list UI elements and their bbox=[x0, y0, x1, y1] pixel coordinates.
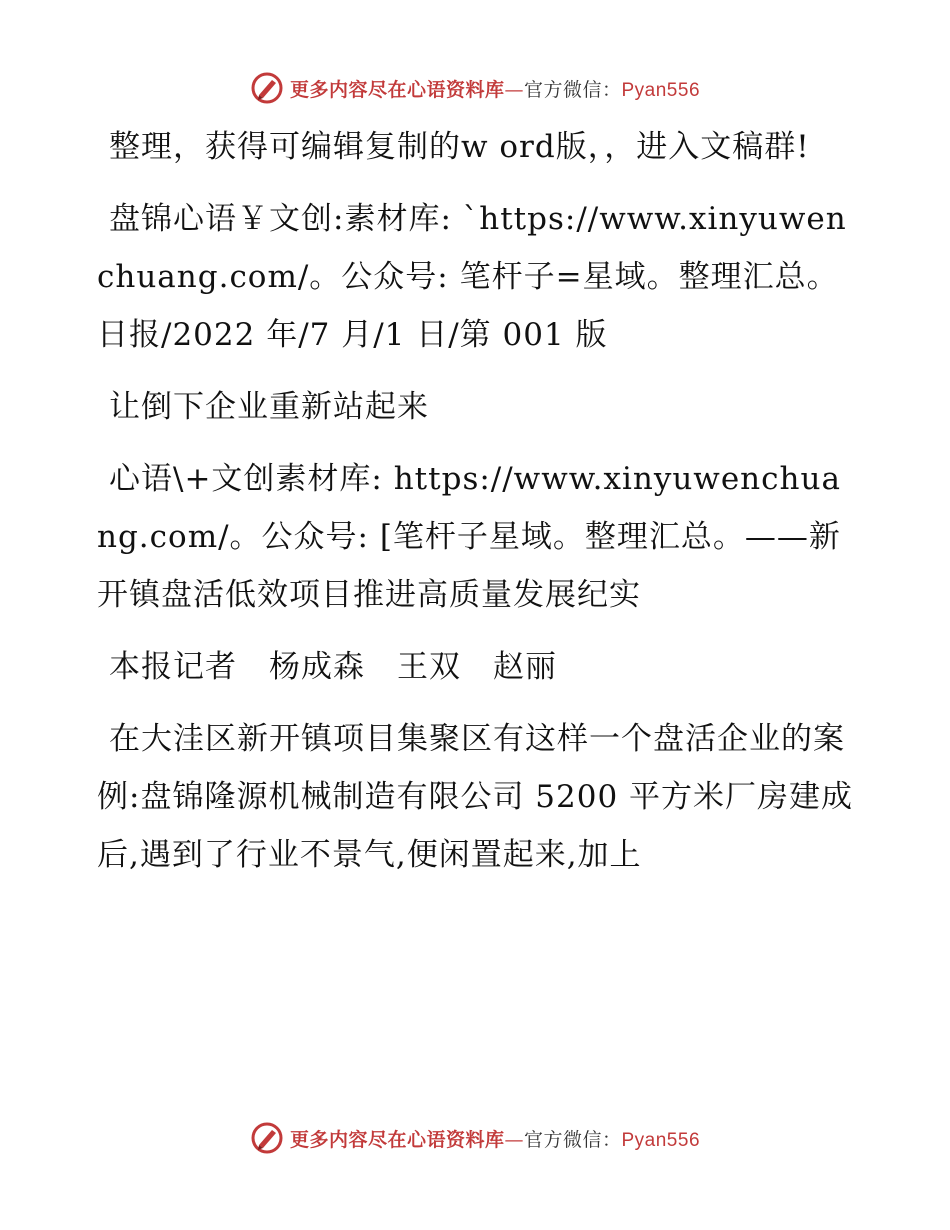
pen-logo-icon bbox=[250, 1121, 284, 1155]
paragraph: 盘锦心语￥文创:素材库: `https://www.xinyuwenchuang.com/。公众号: 笔杆子=星域。整理汇总。日报/2022 年/7 月/1 日/第 001 版 bbox=[97, 201, 847, 353]
banner-text bbox=[290, 1125, 700, 1152]
banner-text bbox=[290, 75, 700, 102]
banner-wechat-label: 官方微信： bbox=[523, 78, 622, 101]
paragraph: 本报记者 杨成森 王双 赵丽 bbox=[109, 649, 557, 685]
banner-wechat-id: Pyan556 bbox=[621, 79, 701, 101]
banner-dash: — bbox=[504, 1128, 524, 1151]
paragraph: 整理，获得可编辑复制的w ord版，，进入文稿群! bbox=[109, 129, 810, 165]
banner-dash: — bbox=[504, 78, 524, 101]
banner-main-text: 更多内容尽在心语资料库 bbox=[289, 1128, 505, 1151]
banner-wechat-id: Pyan556 bbox=[621, 1129, 701, 1151]
banner-main-text: 更多内容尽在心语资料库 bbox=[289, 78, 505, 101]
header-banner bbox=[0, 68, 950, 108]
banner-wechat-label: 官方微信： bbox=[523, 1128, 622, 1151]
paragraph: 在大洼区新开镇项目集聚区有这样一个盘活企业的案例:盘锦隆源机械制造有限公司 5200 平方米厂房建成后,遇到了行业不景气,便闲置起来,加上 bbox=[97, 721, 854, 873]
footer-banner bbox=[0, 1118, 950, 1158]
document-body bbox=[97, 118, 857, 898]
paragraph: 让倒下企业重新站起来 bbox=[109, 389, 429, 425]
paragraph: 心语\+文创素材库: https://www.xinyuwenchuang.com/。公众号: [笔杆子星域。整理汇总。——新开镇盘活低效项目推进高质量发展纪实 bbox=[97, 461, 841, 613]
pen-logo-icon bbox=[250, 71, 284, 105]
